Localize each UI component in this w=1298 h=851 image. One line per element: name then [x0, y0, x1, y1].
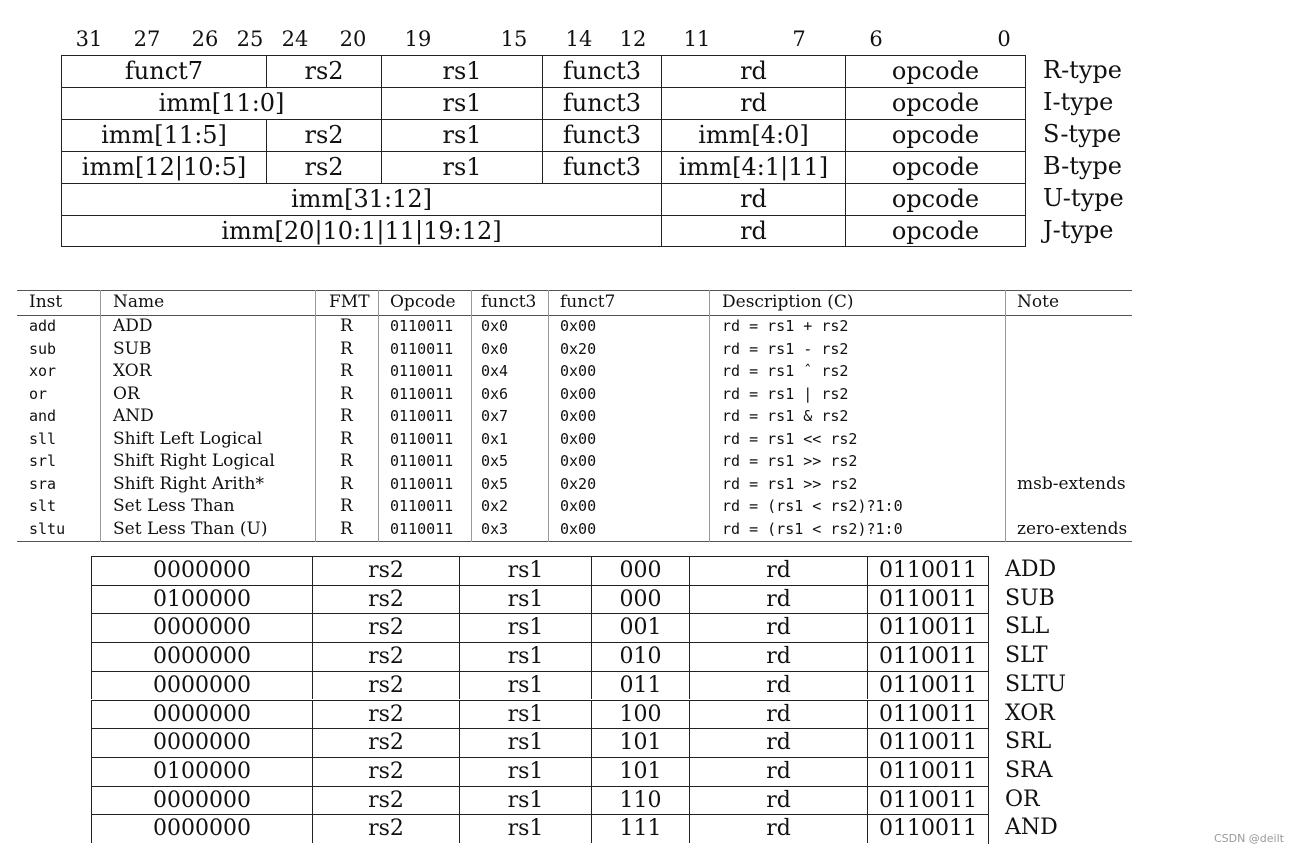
table-cell: 0x3 [481, 519, 509, 538]
column-header: funct3 [481, 292, 537, 312]
table-cell: 0x00 [560, 429, 597, 448]
table-cell: rd = rs1 + rs2 [722, 317, 849, 335]
table-cell: 0110011 [390, 519, 454, 538]
column-header: Inst [29, 292, 63, 312]
table-cell: 0110011 [390, 497, 454, 515]
format-field: opcode [845, 151, 1025, 183]
encoding-field: rs2 [312, 556, 459, 585]
table-cell: R [340, 316, 353, 336]
encoding-field: 0000000 [91, 556, 312, 585]
format-field: rs2 [266, 55, 381, 87]
column-header: Name [113, 292, 165, 312]
instruction-mnemonic: XOR [1005, 700, 1055, 726]
table-cell: 0x00 [560, 317, 597, 335]
table-cell: R [340, 383, 353, 404]
table-cell: 0x0 [481, 317, 509, 335]
encoding-field: 0000000 [91, 786, 312, 815]
watermark: CSDN @deilt [1213, 832, 1284, 845]
instruction-mnemonic: ADD [1005, 557, 1057, 582]
table-cell: Shift Right Arith* [113, 473, 264, 494]
table-cell: rd = rs1 >> rs2 [722, 474, 858, 493]
encoding-field: 0110011 [867, 613, 988, 642]
table-cell: 0x4 [481, 362, 509, 380]
encoding-field: 0110011 [867, 556, 988, 585]
format-type-label: J-type [1043, 216, 1114, 244]
encoding-field: 0110011 [867, 585, 988, 614]
table-cell: AND [113, 406, 154, 426]
table-cell: SUB [113, 338, 152, 359]
format-field: funct3 [542, 55, 661, 87]
bit-position-label: 0 [997, 27, 1011, 51]
format-field: rd [661, 215, 845, 247]
encoding-field: rd [689, 728, 867, 757]
table-cell: sub [29, 339, 57, 358]
encoding-field: rs1 [459, 728, 591, 757]
table-cell: R [340, 451, 353, 471]
table-border [61, 246, 1026, 247]
table-cell: 0x7 [481, 407, 509, 425]
encoding-field: 0110011 [867, 757, 988, 786]
table-cell: rd = rs1 - rs2 [722, 339, 849, 358]
table-cell: rd = rs1 & rs2 [722, 407, 849, 425]
column-divider [315, 290, 316, 542]
table-rule [17, 541, 1132, 542]
encoding-field: rs2 [312, 671, 459, 700]
bit-position-label: 11 [683, 27, 711, 51]
table-cell: 0x00 [560, 497, 597, 515]
encoding-field: 100 [591, 700, 689, 729]
encoding-field: 0110011 [867, 814, 988, 843]
encoding-field: 101 [591, 757, 689, 786]
format-field: funct7 [61, 55, 266, 87]
table-cell: Set Less Than (U) [113, 518, 268, 539]
bit-position-label: 26 [191, 27, 219, 51]
table-cell: 0110011 [390, 452, 454, 470]
encoding-field: rs2 [312, 728, 459, 757]
encoding-field: rs2 [312, 700, 459, 729]
format-field: imm[12|10:5] [61, 151, 266, 183]
column-divider [709, 290, 710, 542]
table-cell: 0x00 [560, 362, 597, 380]
format-field: imm[4:1|11] [661, 151, 845, 183]
table-cell: R [340, 428, 353, 449]
table-cell: 0x20 [560, 474, 597, 493]
table-cell: slt [29, 497, 57, 515]
format-field: opcode [845, 215, 1025, 247]
bit-position-label: 14 [565, 27, 593, 51]
instruction-formats-diagram [0, 0, 1298, 260]
table-border [1025, 55, 1026, 247]
table-cell: and [29, 407, 57, 425]
table-cell: rd = rs1 << rs2 [722, 429, 858, 448]
instruction-mnemonic: OR [1005, 786, 1040, 812]
table-cell: 0110011 [390, 407, 454, 425]
encoding-field: 0000000 [91, 700, 312, 729]
table-cell: srl [29, 452, 57, 470]
table-cell: R [340, 406, 353, 426]
encoding-field: rs2 [312, 757, 459, 786]
encoding-field: rd [689, 671, 867, 700]
encoding-field: 0110011 [867, 786, 988, 815]
instruction-mnemonic: SRL [1005, 729, 1052, 755]
instruction-mnemonic: SLT [1005, 643, 1048, 669]
encoding-field: rs1 [459, 700, 591, 729]
encoding-field: rs2 [312, 814, 459, 843]
encoding-field: rs2 [312, 642, 459, 671]
table-cell: OR [113, 383, 140, 404]
encoding-field: rs1 [459, 556, 591, 585]
encoding-field: 011 [591, 671, 689, 700]
table-cell: R [340, 473, 353, 494]
bit-position-label: 15 [500, 27, 528, 51]
table-cell: sltu [29, 519, 66, 538]
table-cell: 0110011 [390, 317, 454, 335]
format-type-label: S-type [1043, 120, 1122, 148]
table-cell: Set Less Than [113, 496, 235, 516]
table-cell: 0x20 [560, 339, 597, 358]
encoding-field: 000 [591, 556, 689, 585]
encoding-field: 0000000 [91, 671, 312, 700]
format-field: imm[31:12] [61, 183, 661, 215]
column-header: Description (C) [722, 292, 854, 312]
encoding-field: rs2 [312, 585, 459, 614]
encoding-field: rs2 [312, 613, 459, 642]
column-header: funct7 [560, 292, 616, 312]
encoding-field: 0100000 [91, 757, 312, 786]
encoding-field: 101 [591, 728, 689, 757]
table-cell: sll [29, 429, 57, 448]
table-cell: 0110011 [390, 362, 454, 380]
table-cell: 0x6 [481, 384, 509, 403]
table-cell: rd = (rs1 < rs2)?1:0 [722, 519, 903, 538]
instruction-mnemonic: SLTU [1005, 671, 1067, 697]
format-field: opcode [845, 183, 1025, 215]
format-field: rd [661, 55, 845, 87]
encoding-field: 0110011 [867, 671, 988, 700]
table-cell: Shift Left Logical [113, 428, 263, 449]
bit-position-label: 24 [281, 27, 309, 51]
instruction-mnemonic: SUB [1005, 585, 1055, 611]
table-cell: rd = (rs1 < rs2)?1:0 [722, 497, 903, 515]
table-cell: R [340, 338, 353, 359]
table-cell: rd = rs1 ˆ rs2 [722, 362, 849, 380]
bit-position-label: 12 [619, 27, 647, 51]
bit-position-label: 7 [792, 27, 806, 51]
table-cell: ADD [113, 316, 153, 336]
column-divider [378, 290, 379, 542]
format-type-label: R-type [1043, 56, 1122, 84]
table-cell: 0x00 [560, 384, 597, 403]
encoding-field: 0110011 [867, 728, 988, 757]
bit-position-label: 27 [133, 27, 161, 51]
bit-position-label: 25 [236, 27, 264, 51]
column-divider [471, 290, 472, 542]
encoding-field: rs1 [459, 814, 591, 843]
format-field: rs1 [381, 87, 542, 119]
format-field: opcode [845, 119, 1025, 151]
bit-position-label: 19 [404, 27, 432, 51]
format-field: funct3 [542, 151, 661, 183]
instruction-mnemonic: SRA [1005, 757, 1053, 783]
table-border [988, 556, 989, 844]
table-cell: or [29, 384, 48, 403]
column-divider [1005, 290, 1006, 542]
table-cell: 0110011 [390, 339, 454, 358]
encoding-field: rd [689, 757, 867, 786]
format-field: imm[11:0] [61, 87, 381, 119]
encoding-field: 0000000 [91, 613, 312, 642]
table-cell: 0x00 [560, 519, 597, 538]
encoding-field: rd [689, 613, 867, 642]
encoding-field: 0100000 [91, 585, 312, 614]
encoding-field: 000 [591, 585, 689, 614]
encoding-field: 0110011 [867, 700, 988, 729]
format-field: funct3 [542, 87, 661, 119]
format-field: rs2 [266, 119, 381, 151]
table-cell: msb-extends [1017, 473, 1126, 494]
table-cell: 0110011 [390, 474, 454, 493]
encoding-field: 010 [591, 642, 689, 671]
bit-position-label: 20 [339, 27, 367, 51]
encoding-field: 0110011 [867, 642, 988, 671]
format-field: rs2 [266, 151, 381, 183]
encoding-field: 0000000 [91, 642, 312, 671]
column-header: FMT [329, 292, 370, 312]
table-cell: add [29, 317, 57, 335]
encoding-field: 110 [591, 786, 689, 815]
table-cell: rd = rs1 >> rs2 [722, 452, 858, 470]
table-cell: R [340, 518, 353, 539]
format-field: rd [661, 183, 845, 215]
encoding-field: 111 [591, 814, 689, 843]
format-field: funct3 [542, 119, 661, 151]
format-type-label: B-type [1043, 152, 1122, 180]
encoding-field: rs1 [459, 671, 591, 700]
table-cell: 0110011 [390, 429, 454, 448]
table-cell: R [340, 496, 353, 516]
format-field: imm[4:0] [661, 119, 845, 151]
table-cell: sra [29, 474, 57, 493]
column-divider [548, 290, 549, 542]
encoding-field: 0000000 [91, 814, 312, 843]
table-cell: 0x00 [560, 407, 597, 425]
encoding-field: rd [689, 642, 867, 671]
table-cell: 0x2 [481, 497, 509, 515]
encoding-field: rd [689, 556, 867, 585]
column-header: Note [1017, 292, 1060, 312]
encoding-field: rs1 [459, 613, 591, 642]
encoding-field: rd [689, 786, 867, 815]
format-field: rs1 [381, 119, 542, 151]
bit-position-label: 6 [869, 27, 883, 51]
format-field: imm[11:5] [61, 119, 266, 151]
format-type-label: I-type [1043, 88, 1114, 116]
encoding-field: 001 [591, 613, 689, 642]
format-field: opcode [845, 55, 1025, 87]
format-field: rs1 [381, 55, 542, 87]
instruction-mnemonic: SLL [1005, 614, 1050, 640]
table-cell: zero-extends [1017, 518, 1128, 539]
encoding-field: rs1 [459, 786, 591, 815]
format-field: rd [661, 87, 845, 119]
encoding-field: rd [689, 585, 867, 614]
column-divider [100, 290, 101, 542]
table-cell: 0x1 [481, 429, 509, 448]
encoding-field: rs1 [459, 757, 591, 786]
encoding-field: rd [689, 700, 867, 729]
table-cell: 0x5 [481, 452, 509, 470]
table-cell: 0x0 [481, 339, 509, 358]
table-cell: xor [29, 362, 57, 380]
encoding-field: rs1 [459, 642, 591, 671]
table-cell: 0x5 [481, 474, 509, 493]
bit-position-label: 31 [75, 27, 103, 51]
format-field: opcode [845, 87, 1025, 119]
format-type-label: U-type [1043, 184, 1124, 212]
table-cell: Shift Right Logical [113, 451, 275, 471]
encoding-field: 0000000 [91, 728, 312, 757]
table-cell: R [340, 361, 353, 381]
encoding-field: rs1 [459, 585, 591, 614]
format-field: imm[20|10:1|11|19:12] [61, 215, 661, 247]
format-field: rs1 [381, 151, 542, 183]
table-cell: XOR [113, 361, 152, 381]
encoding-field: rs2 [312, 786, 459, 815]
table-cell: 0110011 [390, 384, 454, 403]
table-cell: rd = rs1 | rs2 [722, 384, 849, 403]
instruction-mnemonic: AND [1005, 815, 1058, 841]
column-header: Opcode [390, 292, 456, 312]
table-cell: 0x00 [560, 452, 597, 470]
encoding-field: rd [689, 814, 867, 843]
